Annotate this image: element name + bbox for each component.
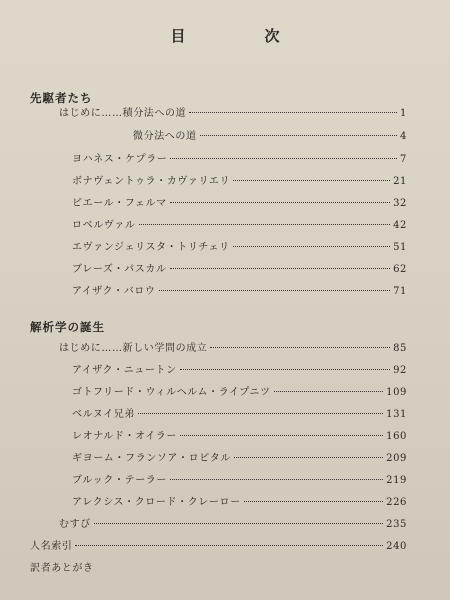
- toc-entry[interactable]: [72, 493, 407, 508]
- toc-entry-label: 人名索引: [30, 541, 73, 552]
- toc-entry[interactable]: [59, 104, 407, 119]
- toc-entry[interactable]: [72, 260, 407, 275]
- toc-entry-page: 209: [386, 453, 407, 464]
- toc-entry-page: 42: [393, 220, 407, 231]
- toc-entry-page: 160: [386, 431, 407, 442]
- toc-entry-label: アイザク・ニュートン: [72, 365, 177, 376]
- toc-entry-page: 85: [393, 343, 407, 354]
- toc-entry-afterword[interactable]: [30, 559, 407, 574]
- toc-entry-page: 226: [386, 497, 407, 508]
- dot-leader: [180, 369, 390, 370]
- toc-entry-page: 109: [386, 387, 407, 398]
- toc-entry-page: 235: [386, 519, 407, 530]
- toc-entry-label: ブルック・テーラー: [72, 475, 167, 486]
- toc-entry[interactable]: [72, 216, 407, 231]
- toc-entry[interactable]: [72, 383, 407, 398]
- toc-entry[interactable]: [72, 471, 407, 486]
- toc-entry-label: 微分法への道: [133, 131, 197, 142]
- dot-leader: [200, 135, 397, 136]
- dot-leader: [139, 224, 391, 225]
- toc-entry-page: 21: [393, 176, 407, 187]
- toc-entry-label: アイザク・バロウ: [72, 286, 156, 297]
- toc-entry[interactable]: [133, 127, 407, 142]
- toc-entry-index[interactable]: [30, 537, 407, 552]
- toc-entry-label: ピエール・フェルマ: [72, 198, 167, 209]
- toc-entry-label: ボナヴェントゥラ・カヴァリエリ: [72, 176, 231, 187]
- toc-entry-page: 32: [393, 198, 407, 209]
- toc-entry[interactable]: [72, 405, 407, 420]
- toc-entry-label: はじめに……新しい学問の成立: [59, 343, 208, 354]
- toc-entry-label: レオナルド・オイラー: [72, 431, 177, 442]
- toc-entry-page: 51: [393, 242, 407, 253]
- dot-leader: [274, 391, 384, 392]
- dot-leader: [159, 290, 391, 291]
- toc-entry-page: 219: [386, 475, 407, 486]
- toc-entry[interactable]: [72, 150, 407, 165]
- toc-entry-label: ベルヌイ兄弟: [72, 409, 135, 420]
- dot-leader: [189, 112, 397, 113]
- toc-entry-page: 131: [386, 409, 407, 420]
- toc-entry-label: はじめに……積分法への道: [59, 108, 187, 119]
- page-title: 目 次: [170, 27, 312, 45]
- toc-entry[interactable]: [59, 339, 407, 354]
- toc-entry[interactable]: [72, 282, 407, 297]
- toc-entry[interactable]: [72, 427, 407, 442]
- toc-entry-page: 7: [400, 154, 407, 165]
- toc-entry[interactable]: [72, 238, 407, 253]
- toc-entry-label: ギヨーム・フランソア・ロピタル: [72, 453, 231, 464]
- dot-leader: [94, 523, 383, 524]
- dot-leader: [138, 413, 383, 414]
- dot-leader: [170, 158, 397, 159]
- dot-leader: [233, 246, 390, 247]
- toc-entry-label: ゴトフリード・ウィルヘルム・ライプニツ: [72, 387, 271, 398]
- toc-entry-label: ロベルヴァル: [72, 220, 136, 231]
- dot-leader: [233, 180, 390, 181]
- toc-entry[interactable]: [72, 194, 407, 209]
- toc-entry-label: むすび: [59, 519, 91, 530]
- dot-leader: [244, 501, 383, 502]
- section-heading-birth-of-analysis: 解析学の誕生: [30, 320, 105, 334]
- toc-entry[interactable]: [72, 449, 407, 464]
- toc-entry-page: 240: [386, 541, 407, 552]
- dot-leader: [170, 479, 383, 480]
- toc-entry-label: ヨハネス・ケプラー: [72, 154, 168, 165]
- dot-leader: [210, 347, 390, 348]
- toc-entry-page: 62: [393, 264, 407, 275]
- toc-entry-label: エヴァンジェリスタ・トリチェリ: [72, 242, 230, 253]
- toc-entry-label: 訳者あとがき: [30, 563, 94, 574]
- toc-entry[interactable]: [72, 361, 407, 376]
- section-heading-pioneers: 先駆者たち: [30, 91, 93, 105]
- dot-leader: [180, 435, 383, 436]
- dot-leader: [170, 202, 390, 203]
- dot-leader: [234, 457, 383, 458]
- toc-entry-page: 4: [400, 131, 407, 142]
- toc-entry-page: 71: [393, 286, 407, 297]
- toc-entry-page: 1: [400, 108, 407, 119]
- dot-leader: [170, 268, 391, 269]
- toc-entry-page: 92: [393, 365, 407, 376]
- toc-entry-label: ブレーズ・パスカル: [72, 264, 167, 275]
- dot-leader: [75, 545, 383, 546]
- toc-entry[interactable]: [72, 172, 407, 187]
- toc-entry[interactable]: [59, 515, 407, 530]
- toc-entry-label: アレクシス・クロード・クレーロー: [72, 497, 241, 508]
